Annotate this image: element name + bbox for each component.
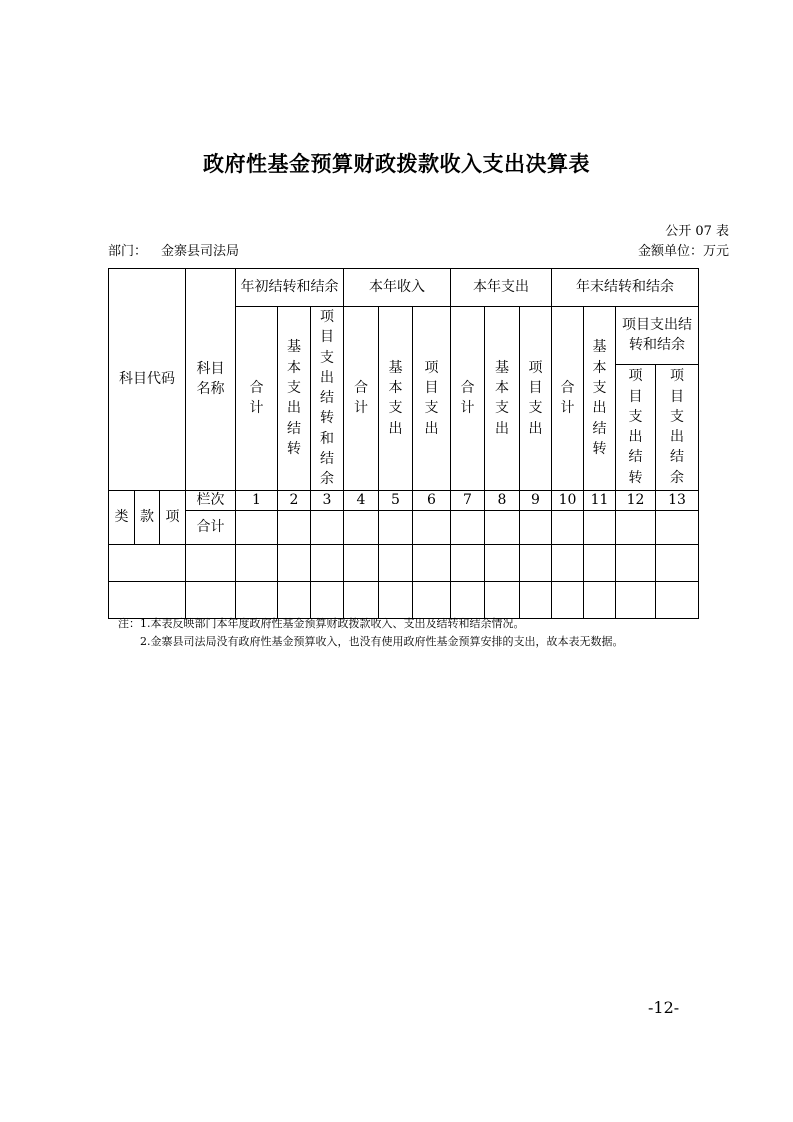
income-total-header: 合计: [344, 307, 379, 491]
begin-project-header: 项目支出结转和结余: [311, 307, 344, 491]
data-cell: [379, 581, 413, 618]
column-number: 4: [344, 490, 379, 510]
end-basic-header: 基本支出结转: [584, 307, 616, 491]
budget-table: [108, 268, 699, 619]
code-cell: [109, 544, 186, 581]
expense-total-header: 合计: [451, 307, 485, 491]
data-cell: [656, 544, 699, 581]
data-cell: [344, 581, 379, 618]
data-cell: [584, 544, 616, 581]
total-row: [109, 510, 699, 544]
category-label: 类: [109, 490, 135, 544]
data-cell: [552, 544, 584, 581]
table-notes: [118, 615, 624, 651]
data-cell: [379, 544, 413, 581]
data-cell: [451, 544, 485, 581]
data-cell: [616, 510, 656, 544]
income-project-header: 项目支出: [413, 307, 451, 491]
form-number: 公开 07 表: [665, 224, 729, 239]
data-cell: [236, 510, 278, 544]
column-number: 12: [616, 490, 656, 510]
begin-basic-header: 基本支出结转: [278, 307, 311, 491]
income-header: 本年收入: [344, 269, 451, 307]
column-number: 9: [520, 490, 552, 510]
data-cell: [344, 544, 379, 581]
section-label: 款: [135, 490, 160, 544]
data-cell: [413, 581, 451, 618]
data-cell: [278, 544, 311, 581]
department-name: 金寨县司法局: [161, 244, 240, 259]
data-cell: [584, 510, 616, 544]
data-cell: [656, 510, 699, 544]
end-total-header: 合计: [552, 307, 584, 491]
data-cell: [451, 510, 485, 544]
column-number: 11: [584, 490, 616, 510]
data-cell: [344, 510, 379, 544]
data-cell: [520, 510, 552, 544]
begin-balance-header: 年初结转和结余: [236, 269, 344, 307]
data-cell: [520, 544, 552, 581]
name-header: 科目名称: [186, 269, 236, 491]
name-cell: [186, 544, 236, 581]
column-number: 7: [451, 490, 485, 510]
data-cell: [413, 544, 451, 581]
code-cell: [109, 581, 186, 618]
column-number: 10: [552, 490, 584, 510]
data-cell: [552, 581, 584, 618]
data-cell: [379, 510, 413, 544]
data-cell: [413, 510, 451, 544]
data-cell: [278, 581, 311, 618]
empty-row: [109, 581, 699, 618]
end-project-balance-header: 项目支出结余: [656, 364, 699, 490]
column-number: 8: [485, 490, 520, 510]
column-number: 5: [379, 490, 413, 510]
column-label: 栏次: [186, 490, 236, 510]
department-label: 部门：: [108, 244, 148, 259]
item-label: 项: [160, 490, 186, 544]
department-line: [108, 240, 239, 259]
column-number: 1: [236, 490, 278, 510]
total-row-label: 合计: [186, 510, 236, 544]
column-number: 2: [278, 490, 311, 510]
note-1: 注：1.本表反映部门本年度政府性基金预算财政拨款收入、支出及结转和结余情况。: [118, 617, 525, 630]
name-cell: [186, 581, 236, 618]
column-number: 6: [413, 490, 451, 510]
data-cell: [311, 544, 344, 581]
data-cell: [616, 581, 656, 618]
page-title: 政府性基金预算财政拨款收入支出决算表: [203, 152, 590, 176]
column-number-row: [109, 490, 699, 510]
data-cell: [584, 581, 616, 618]
column-number: 13: [656, 490, 699, 510]
amount-unit: 金额单位：万元: [637, 244, 729, 259]
data-cell: [520, 581, 552, 618]
end-project-carry-header: 项目支出结转: [616, 364, 656, 490]
data-cell: [485, 510, 520, 544]
data-cell: [616, 544, 656, 581]
data-cell: [278, 510, 311, 544]
code-header: 科目代码: [109, 269, 186, 491]
data-cell: [552, 510, 584, 544]
data-cell: [311, 581, 344, 618]
data-cell: [485, 581, 520, 618]
begin-total-header: 合计: [236, 307, 278, 491]
end-balance-header: 年末结转和结余: [552, 269, 699, 307]
data-cell: [311, 510, 344, 544]
data-cell: [236, 544, 278, 581]
expense-project-header: 项目支出: [520, 307, 552, 491]
data-cell: [485, 544, 520, 581]
column-number: 3: [311, 490, 344, 510]
income-basic-header: 基本支出: [379, 307, 413, 491]
empty-row: [109, 544, 699, 581]
expense-basic-header: 基本支出: [485, 307, 520, 491]
page-number: -12-: [648, 998, 680, 1017]
data-cell: [451, 581, 485, 618]
expense-header: 本年支出: [451, 269, 552, 307]
note-2: 2.金寨县司法局没有政府性基金预算收入，也没有使用政府性基金预算安排的支出，故本表无数据。: [140, 635, 624, 648]
end-project-header: 项目支出结转和结余: [616, 307, 699, 365]
data-cell: [236, 581, 278, 618]
data-cell: [656, 581, 699, 618]
